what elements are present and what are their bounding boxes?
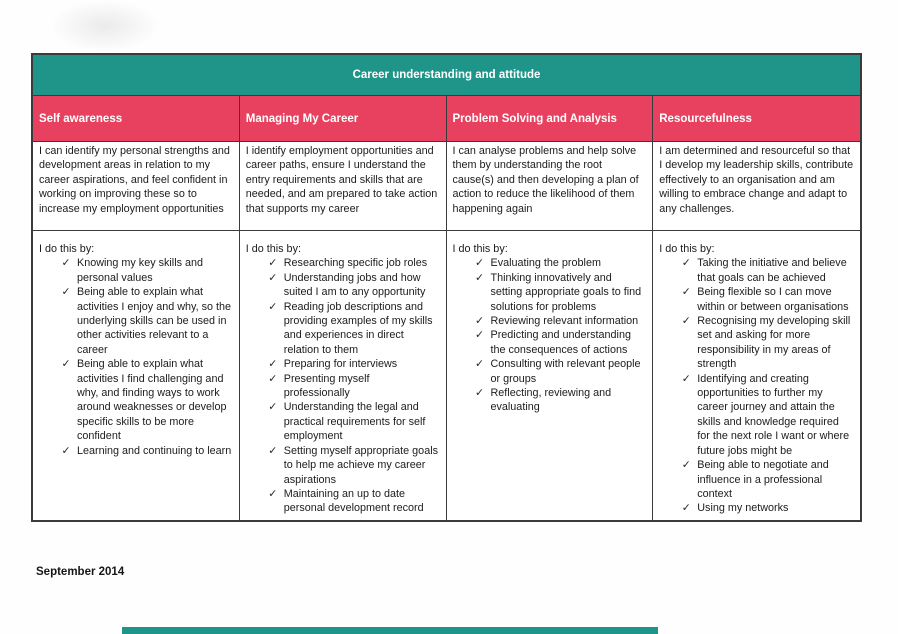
list-item-text: Thinking innovatively and setting appropriate goals to find solutions for problems: [490, 271, 642, 313]
check-icon: ✓: [681, 285, 691, 299]
list-item-text: Evaluating the problem: [490, 257, 601, 270]
do-this-by-managing-my-career: [240, 231, 447, 520]
column-header-managing-my-career: Managing My Career: [240, 96, 447, 141]
list-item-text: Predicting and understanding the consequences of actions: [490, 329, 631, 356]
scan-smudge: [50, 0, 160, 52]
check-icon: ✓: [474, 314, 485, 328]
check-icon: ✓: [681, 314, 691, 328]
list-item: [262, 300, 441, 358]
do-this-by-label: I do this by:: [39, 243, 95, 255]
check-icon: ✓: [268, 486, 278, 500]
list-item-text: Understanding the legal and practical requirements for self employment: [283, 401, 426, 443]
checklist: [39, 256, 234, 458]
list-item-text: Understanding jobs and how suited I am to any opportunity: [283, 271, 426, 299]
check-icon: ✓: [474, 256, 485, 270]
column-header-resourcefulness: Resourcefulness: [659, 112, 752, 125]
do-this-by-label: I do this by:: [452, 243, 508, 255]
do-this-by-self-awareness: [33, 231, 240, 520]
list-item-text: Consulting with relevant people or groups: [490, 358, 641, 385]
check-icon: ✓: [681, 371, 691, 385]
description-resourcefulness: I am determined and resourceful so that I develop my leadership skills, contribute effectively to an organisation and am willing to embrace change and adapt to any challenges.: [659, 145, 854, 215]
description-problem-solving: I can analyse problems and help solve them by understanding the root cause(s) and then developing a plan of action to reduce the likelihood of them happening again: [447, 142, 654, 230]
list-item: [675, 458, 855, 501]
career-skills-table: [31, 53, 862, 522]
list-item-text: Researching specific job roles: [283, 257, 428, 270]
do-this-by-label: I do this by:: [245, 243, 301, 255]
list-item: [55, 444, 234, 458]
check-icon: ✓: [268, 256, 278, 270]
list-item: [469, 256, 648, 270]
checklist: [659, 256, 855, 515]
check-icon: ✓: [474, 357, 485, 371]
next-page-header-strip: [122, 627, 658, 634]
list-item: [675, 501, 855, 515]
list-item: [262, 487, 441, 516]
table-title-row: [33, 55, 860, 96]
column-header-problem-solving: Problem Solving and Analysis: [447, 96, 654, 141]
list-item-text: Being flexible so I can move within or between organisations: [697, 286, 849, 313]
list-item: [675, 314, 855, 372]
list-item: [262, 271, 441, 300]
do-this-by-row: [33, 231, 860, 520]
list-item: [262, 400, 441, 443]
list-item-text: Reviewing relevant information: [490, 315, 639, 328]
list-item-text: Knowing my key skills and personal values: [77, 257, 204, 284]
check-icon: ✓: [681, 458, 691, 472]
check-icon: ✓: [268, 371, 278, 385]
check-icon: ✓: [681, 501, 691, 515]
list-item: [469, 328, 648, 357]
check-icon: ✓: [268, 443, 278, 457]
document-date: September 2014: [36, 566, 125, 578]
checklist: [453, 256, 648, 414]
check-icon: ✓: [268, 299, 278, 313]
list-item-text: Maintaining an up to date personal development record: [283, 487, 424, 515]
list-item-text: Reading job descriptions and providing examples of my skills and experiences in direct relation to them: [283, 300, 433, 356]
description-managing-my-career: I identify employment opportunities and career paths, ensure I understand the entry requirements and skills that are needed, and am prepared to take action that supports my career: [240, 142, 447, 230]
check-icon: ✓: [61, 357, 71, 371]
list-item-text: Recognising my developing skill set and asking for more responsibility in my areas of strength: [697, 315, 851, 371]
list-item: [469, 386, 648, 415]
list-item: [55, 357, 234, 443]
list-item: [262, 256, 441, 270]
check-icon: ✓: [474, 328, 485, 342]
do-this-by-problem-solving: [447, 231, 654, 520]
list-item: [262, 357, 441, 371]
list-item-text: Taking the initiative and believe that goals can be achieved: [697, 257, 847, 284]
list-item: [469, 271, 648, 314]
checklist: [246, 256, 441, 515]
description-row: [33, 142, 860, 231]
description-self-awareness: I can identify my personal strengths and development areas in relation to my career aspirations, and feel confident in working on improving these so to increase my employment opportunities: [33, 142, 240, 230]
check-icon: ✓: [61, 256, 71, 270]
list-item-text: Reflecting, reviewing and evaluating: [490, 387, 612, 414]
list-item: [675, 372, 855, 458]
do-this-by-label: I do this by:: [659, 243, 715, 255]
list-item-text: Being able to negotiate and influence in a professional context: [697, 459, 829, 500]
check-icon: ✓: [268, 357, 278, 371]
list-item-text: Presenting myself professionally: [283, 372, 370, 400]
list-item-text: Learning and continuing to learn: [77, 444, 232, 457]
table-title: Career understanding and attitude: [352, 69, 541, 81]
list-item: [55, 256, 234, 285]
check-icon: ✓: [681, 256, 691, 270]
check-icon: ✓: [61, 443, 71, 457]
list-item: [262, 444, 441, 487]
list-item-text: Being able to explain what activities I find challenging and why, and finding ways to work around weaknesses or develop specific skills to be more confident: [77, 358, 227, 443]
list-item: [675, 285, 855, 314]
check-icon: ✓: [61, 285, 71, 299]
list-item-text: Using my networks: [697, 502, 789, 515]
list-item: [55, 285, 234, 357]
column-header-self-awareness: Self awareness: [33, 96, 240, 141]
do-this-by-resourcefulness: [653, 231, 860, 520]
list-item-text: Setting myself appropriate goals to help me achieve my career aspirations: [283, 444, 438, 486]
list-item: [262, 372, 441, 401]
check-icon: ✓: [268, 400, 278, 414]
list-item-text: Preparing for interviews: [283, 358, 398, 371]
list-item: [675, 256, 855, 285]
column-header-row: [33, 96, 860, 142]
list-item: [469, 314, 648, 328]
list-item: [469, 357, 648, 386]
check-icon: ✓: [474, 270, 485, 284]
list-item-text: Identifying and creating opportunities to further my career journey and attain the skills and knowledge required for the next role I want or where future jobs might be: [697, 372, 850, 457]
list-item-text: Being able to explain what activities I enjoy and why, so the underlying skills can be used in other activities relevant to a career: [77, 286, 232, 356]
check-icon: ✓: [474, 386, 485, 400]
check-icon: ✓: [268, 270, 278, 284]
